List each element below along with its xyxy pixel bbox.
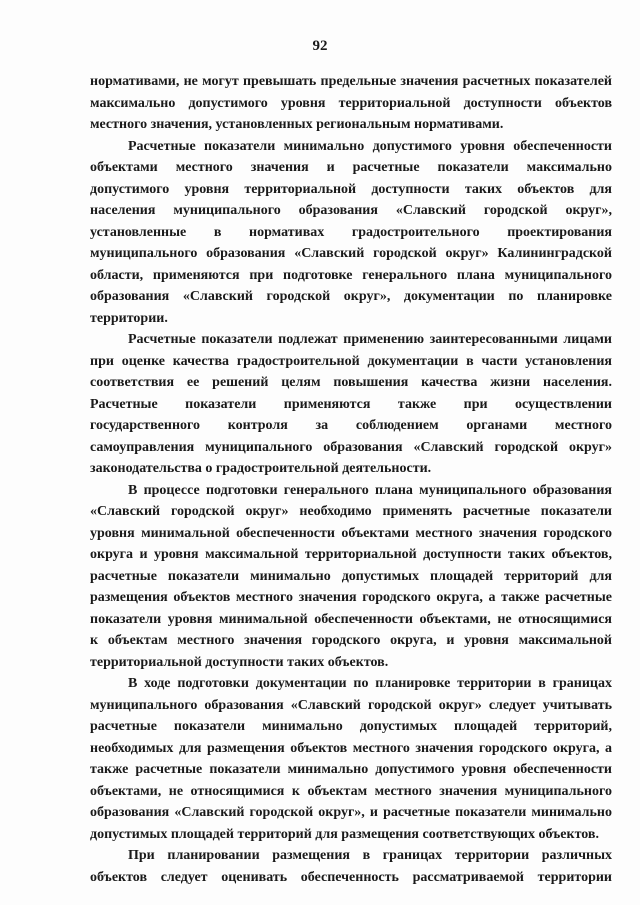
- text-line: В ходе подготовки документации по планировке территории в границах: [128, 676, 612, 691]
- text-line: законодательства о градостроительной деятельности.: [90, 461, 432, 476]
- text-line: области, применяются при подготовке генерального плана муниципального: [90, 267, 612, 283]
- text-line: При планировании размещения в границах территории различных: [128, 848, 612, 863]
- text-line: Расчетные показатели применяются также при осуществлении: [90, 396, 612, 412]
- text-line: муниципального образования «Славский городской округ» Калининградской: [90, 246, 612, 261]
- text-line: установленные в нормативах градостроительного проектирования: [90, 224, 612, 240]
- document-body: [90, 71, 612, 888]
- text-line: «Славский городской округ» необходимо применять расчетные показатели: [90, 504, 612, 519]
- paragraph: [90, 480, 612, 674]
- text-line: показатели уровня минимальной обеспеченности объектами, не относящимися: [90, 611, 612, 627]
- text-line: местного значения, установленных региональным нормативами.: [90, 117, 504, 132]
- text-line: допустимых площадей территорий для размещения соответствующих объектов.: [90, 826, 599, 842]
- paragraph: [90, 71, 612, 136]
- text-line: округа и уровня максимальной территориальной доступности таких объектов,: [90, 547, 612, 562]
- text-line: при оценке качества градостроительной документации в части установления: [90, 353, 612, 369]
- text-line: к объектам местного значения городского округа, и уровня максимальной: [90, 633, 612, 648]
- text-line: муниципального образования «Славский городской округ» следует учитывать: [90, 697, 612, 713]
- text-line: территории.: [90, 310, 168, 326]
- text-line: Расчетные показатели минимально допустимого уровня обеспеченности: [128, 138, 612, 154]
- text-line: максимально допустимого уровня территориальной доступности объектов: [90, 95, 612, 111]
- text-line: необходимых для размещения объектов местного значения городского округа, а: [90, 740, 612, 756]
- text-line: допустимого уровня территориальной доступности таких объектов для: [90, 181, 612, 197]
- page-number: 92: [312, 38, 328, 54]
- text-line: уровня минимальной обеспеченности объектами местного значения городского: [90, 525, 612, 541]
- text-line: образования «Славский городской округ», и расчетные показатели минимально: [90, 805, 612, 820]
- text-line: образования «Славский городской округ», документации по планировке: [90, 289, 612, 304]
- text-line: территориальной доступности таких объектов.: [90, 654, 389, 670]
- text-line: расчетные показатели минимально допустимых площадей территорий для: [90, 568, 612, 584]
- text-line: расчетные показатели минимально допустимых площадей территорий,: [90, 719, 612, 734]
- paragraph: [90, 329, 612, 480]
- text-line: нормативами, не могут превышать предельные значения расчетных показателей: [90, 74, 612, 89]
- text-line: размещения объектов местного значения городского округа, а также расчетные: [90, 590, 612, 605]
- text-line: соответствия ее решений целям повышения качества жизни населения.: [90, 375, 612, 390]
- paragraph: [90, 845, 612, 888]
- text-line: также расчетные показатели минимально допустимого уровня обеспеченности: [90, 762, 612, 777]
- text-line: самоуправления муниципального образования «Славский городской округ»: [90, 439, 612, 455]
- text-line: государственного контроля за соблюдением органами местного: [90, 418, 612, 433]
- text-line: объектами, не относящимися к объектам местного значения муниципального: [90, 783, 612, 799]
- text-line: объектами местного значения и расчетные показатели максимально: [90, 160, 612, 175]
- paragraph: [90, 673, 612, 845]
- text-line: В процессе подготовки генерального плана муниципального образования: [128, 482, 612, 498]
- text-line: Расчетные показатели подлежат применению заинтересованными лицами: [128, 332, 612, 347]
- text-line: объектов следует оценивать обеспеченность рассматриваемой территории: [90, 869, 612, 885]
- text-line: населения муниципального образования «Славский городской округ»,: [90, 203, 612, 218]
- paragraph: [90, 136, 612, 330]
